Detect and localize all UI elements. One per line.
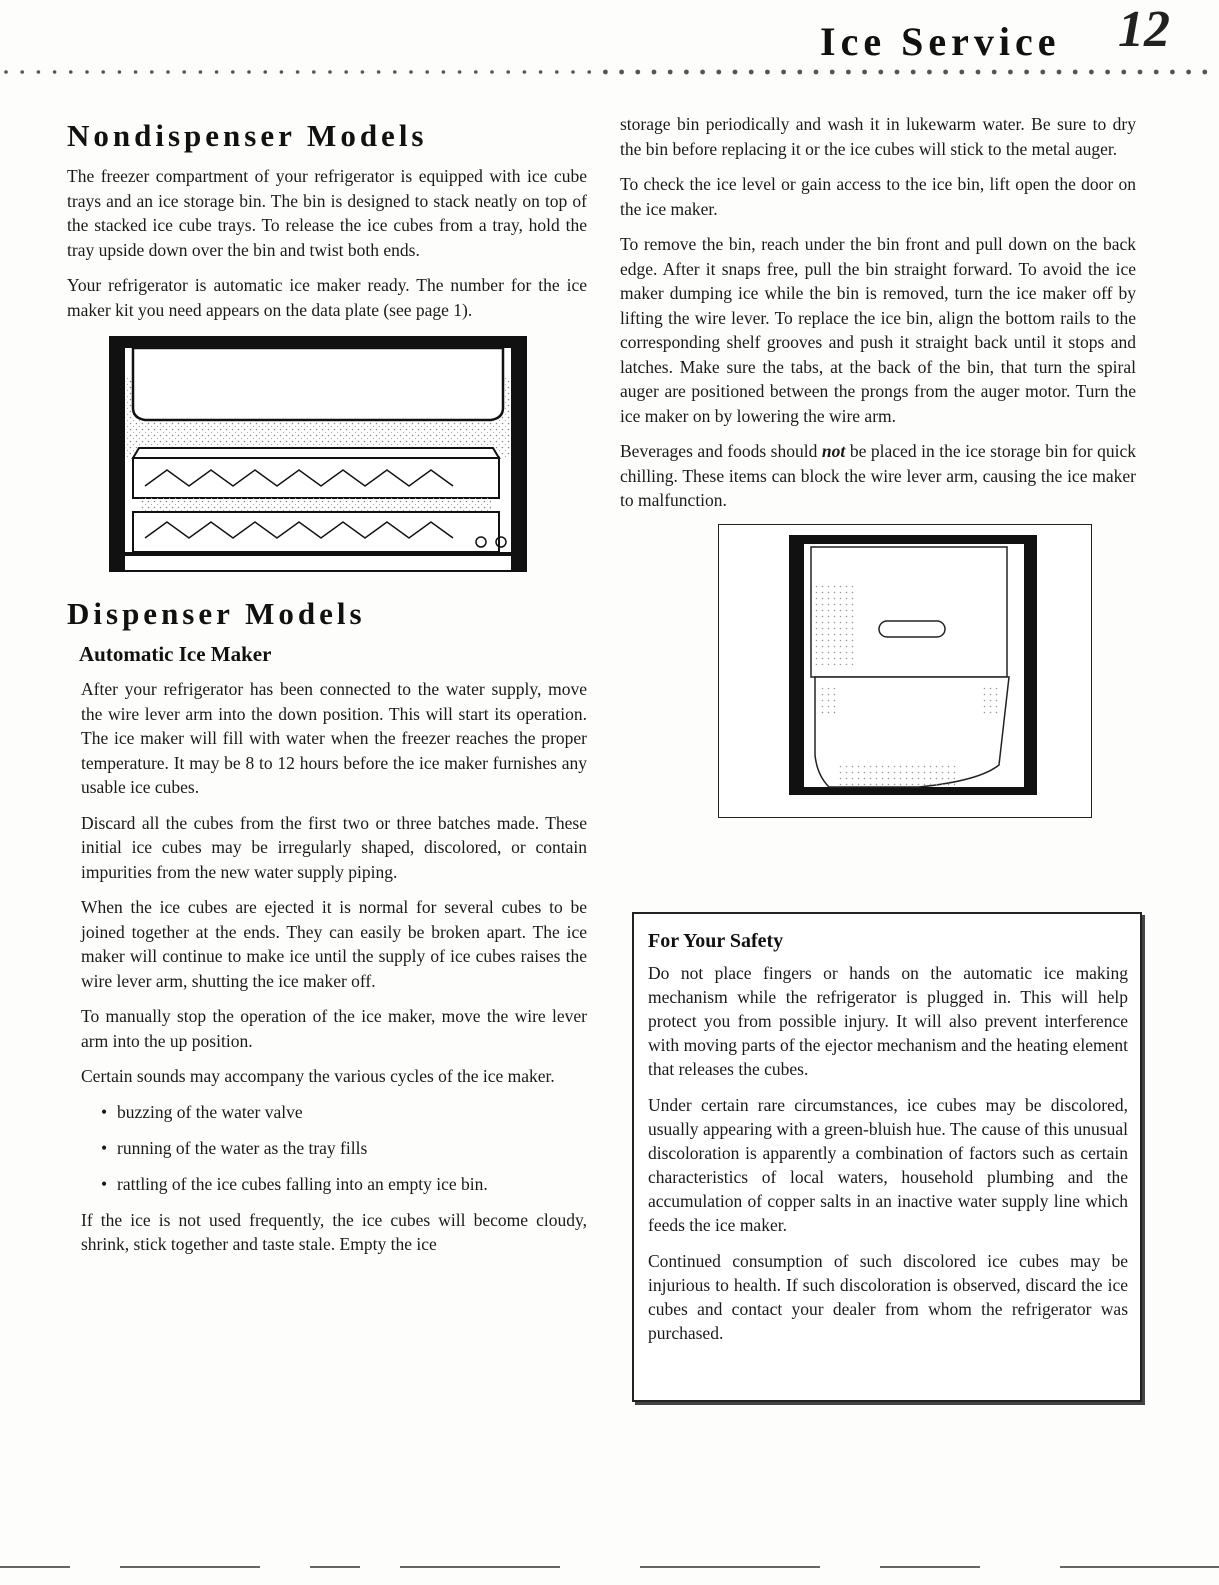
rule-dot (1040, 70, 1045, 75)
rule-dot (69, 70, 73, 74)
rule-dot (1008, 70, 1013, 75)
rule-dot (425, 70, 429, 74)
rule-dot (943, 70, 948, 75)
rule-dot (539, 70, 543, 74)
rule-dot (247, 70, 251, 74)
rule-dot (328, 70, 332, 74)
automatic-paragraph: Certain sounds may accompany the various cycles of the ice maker. (81, 1066, 555, 1086)
beverages-text: be placed in the ice storage bin for quick chilling. These items can block the wire lever arm, causing the ice maker to malfunction. (620, 441, 1136, 510)
right-paragraph: To check the ice level or gain access to the ice bin, lift open the door on the ice maker. (620, 174, 1136, 219)
beverages-text: Beverages and foods should (620, 441, 822, 461)
right-paragraph: storage bin periodically and wash it in lukewarm water. Be sure to dry the bin before replacing it or the ice cubes will stick to the metal auger. (620, 114, 1136, 159)
rule-dot (830, 70, 835, 75)
rule-dot (344, 70, 348, 74)
rule-dot (716, 70, 721, 75)
sounds-list (81, 1100, 587, 1196)
rule-dot (652, 70, 657, 75)
automatic-paragraph: When the ice cubes are ejected it is normal for several cubes to be joined together at the ends. They can easily be broken apart. The ice maker will continue to make ice until the supply of ice cubes raises the wire lever arm, shutting the ice maker off. (81, 897, 587, 991)
nondispenser-paragraph: Your refrigerator is automatic ice maker ready. The number for the ice maker kit you need appears on the data plate (see page 1). (67, 275, 587, 320)
closing-paragraph: If the ice is not used frequently, the ice cubes will become cloudy, shrink, stick together and taste stale. Empty the ice (81, 1209, 587, 1254)
rule-dot (37, 70, 41, 74)
safety-paragraph: Do not place fingers or hands on the automatic ice making mechanism while the refrigerator is plugged in. This will help protect you from possible injury. It will also prevent interference with moving parts of the ejector mechanism and the heating element that releases the cubes. (648, 963, 1128, 1079)
right-column (620, 112, 1136, 840)
nondispenser-heading: Nondispenser Models (67, 118, 428, 153)
rule-dot (862, 70, 867, 75)
left-column (67, 118, 587, 1268)
dispenser-heading: Dispenser Models (67, 596, 366, 631)
ice-tray-illustration (109, 336, 527, 572)
rule-dot (911, 70, 916, 75)
rule-dot (846, 70, 851, 75)
rule-dot (312, 70, 316, 74)
rule-dot (53, 70, 57, 74)
rule-dot (927, 70, 932, 75)
rule-dot (587, 70, 591, 74)
list-item: • buzzing of the water valve (101, 1100, 587, 1124)
rule-dot (523, 70, 527, 74)
rule-dot (992, 70, 997, 75)
rule-dot (280, 70, 284, 74)
rule-dot (1186, 70, 1191, 75)
rule-dot (215, 70, 219, 74)
rule-dot (555, 70, 559, 74)
rule-dot (668, 70, 673, 75)
rule-dot (296, 70, 300, 74)
rule-dot (878, 70, 883, 75)
rule-dot (458, 70, 462, 74)
rule-dot (1121, 70, 1126, 75)
safety-notice-box (632, 912, 1142, 1402)
nondispenser-paragraph: The freezer compartment of your refrigerator is equipped with ice cube trays and an ice storage bin. The bin is designed to stack neatly on top of the stacked ice cube trays. To release the ice cubes from a tray, hold the tray upside down over the bin and twist both ends. (67, 166, 587, 260)
rule-dot (101, 70, 105, 74)
list-item: • running of the water as the tray fills (101, 1136, 587, 1160)
rule-dot (361, 70, 365, 74)
decorative-dot-rule (0, 64, 1219, 80)
rule-dot (797, 70, 802, 75)
rule-dot (442, 70, 446, 74)
rule-dot (1202, 70, 1207, 75)
rule-dot (1089, 70, 1094, 75)
ice-tray-drawing (111, 338, 525, 570)
safety-paragraph: Under certain rare circumstances, ice cubes may be discolored, usually appearing with a green-bluish hue. The cause of this unusual discoloration is apparently a combination of factors such as certain characteristics of local waters, household plumbing and the accumulation of copper salts in an inactive water supply line which feeds the ice maker. (648, 1095, 1128, 1235)
list-item: • rattling of the ice cubes falling into an empty ice bin. (101, 1172, 587, 1196)
rule-dot (959, 70, 964, 75)
beverages-paragraph (620, 439, 1136, 513)
safety-heading: For Your Safety (648, 930, 784, 952)
rule-dot (1073, 70, 1078, 75)
automatic-paragraph: To manually stop the operation of the ice maker, move the wire lever arm into the up position. (81, 1006, 587, 1051)
rule-dot (182, 70, 186, 74)
bottom-rule-marks (0, 1564, 1219, 1570)
rule-dot (393, 70, 397, 74)
beverages-emphasis: not (821, 441, 846, 461)
rule-dot (231, 70, 235, 74)
rule-dot (1170, 70, 1175, 75)
rule-dot (166, 70, 170, 74)
rule-dot (571, 70, 575, 74)
rule-dot (1138, 70, 1143, 75)
rule-dot (619, 70, 624, 75)
rule-dot (474, 70, 478, 74)
page-header-title: Ice Service (820, 19, 1061, 64)
rule-dot (85, 70, 89, 74)
page-number: 12 (1118, 1, 1170, 58)
rule-dot (1024, 70, 1029, 75)
rule-dot (976, 70, 981, 75)
rule-dot (263, 70, 267, 74)
rule-dot (700, 70, 705, 75)
rule-dot (134, 70, 138, 74)
rule-dot (1105, 70, 1110, 75)
rule-dot (684, 70, 689, 75)
rule-dot (603, 70, 608, 75)
rule-dot (490, 70, 494, 74)
rule-dot (1057, 70, 1062, 75)
ice-bin-illustration (718, 524, 1092, 818)
rule-dot (814, 70, 819, 75)
rule-dot (409, 70, 413, 74)
rule-dot (635, 70, 640, 75)
rule-dot (765, 70, 770, 75)
automatic-ice-maker-body (81, 677, 587, 1257)
automatic-paragraph: Discard all the cubes from the first two or three batches made. These initial ice cubes may be irregularly shaped, discolored, or contain impurities from the new water supply piping. (81, 812, 587, 882)
rule-dot (506, 70, 510, 74)
automatic-paragraph: After your refrigerator has been connected to the water supply, move the wire lever arm into the down position. This will start its operation. The ice maker will fill with water when the freezer reaches the proper temperature. It may be 8 to 12 hours before the ice maker furnishes any usable ice cubes. (81, 679, 587, 797)
rule-dot (199, 70, 203, 74)
rule-dot (733, 70, 738, 75)
rule-dot (749, 70, 754, 75)
automatic-ice-maker-subheading: Automatic Ice Maker (79, 642, 272, 666)
rule-dot (1154, 70, 1159, 75)
rule-dot (118, 70, 122, 74)
rule-dot (4, 70, 8, 74)
safety-paragraph: Continued consumption of such discolored ice cubes may be injurious to health. If such discoloration is observed, discard the ice cubes and contact your dealer from whom the refrigerator was purchased. (648, 1251, 1128, 1343)
rule-dot (377, 70, 381, 74)
ice-bin-drawing (719, 525, 1091, 817)
rule-dot (20, 70, 24, 74)
rule-dot (895, 70, 900, 75)
right-paragraph: To remove the bin, reach under the bin front and pull down on the back edge. After it snaps free, pull the bin straight forward. To avoid the ice maker dumping ice while the bin is removed, turn the ice maker off by lifting the wire lever. To replace the ice bin, align the bottom rails to the corresponding shelf grooves and push it straight back until it stops and latches. Make sure the tabs, at the back of the bin, that turn the spiral auger are positioned between the prongs from the auger motor. Turn the ice maker on by lowering the wire arm. (620, 234, 1136, 426)
rule-dot (781, 70, 786, 75)
rule-dot (150, 70, 154, 74)
